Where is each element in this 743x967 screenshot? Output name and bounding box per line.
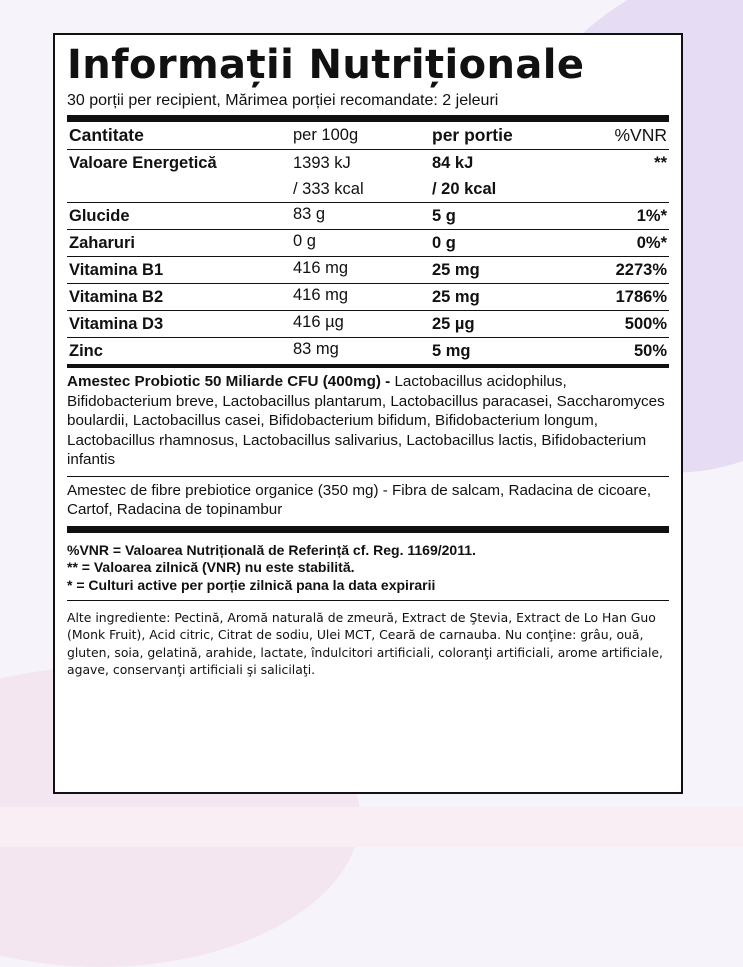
energy-vnr: ** [584, 150, 669, 203]
nutrient-vnr: 500% [584, 311, 669, 338]
nutrient-name: Zaharuri [67, 230, 291, 257]
table-row-energy [67, 150, 669, 203]
column-header-vnr: %VNR [614, 125, 667, 145]
probiotic-blend [67, 368, 669, 476]
nutrient-per100: 0 g [291, 230, 430, 257]
nutrient-vnr: 1786% [584, 284, 669, 311]
nutrient-per100: 416 µg [291, 311, 430, 338]
nutrient-portion: 25 mg [430, 284, 584, 311]
table-header-row [67, 122, 669, 150]
table-row-vitamin-b1 [67, 257, 669, 284]
nutrient-per100: 83 g [291, 203, 430, 230]
table-row-zinc [67, 338, 669, 365]
footnote-vnr: %VNR = Valoarea Nutrițională de Referință cf. Reg. 1169/2011. [67, 541, 476, 558]
nutrient-name: Vitamina B1 [67, 257, 291, 284]
column-header-per100g: per 100g [293, 126, 359, 144]
nutrient-per100: 416 mg [291, 257, 430, 284]
footnote-double-star: ** = Valoarea zilnică (VNR) nu este stabilită. [67, 559, 355, 575]
label-subtitle: 30 porții per recipient, Mărimea porției recomandate: 2 jeleuri [67, 92, 499, 109]
nutrition-table [67, 122, 669, 364]
nutrition-label [53, 33, 683, 794]
probiotic-heading: Amestec Probiotic 50 Miliarde CFU (400mg) - [67, 373, 391, 390]
divider-thick [67, 526, 669, 533]
nutrient-name: Vitamina D3 [67, 311, 291, 338]
probiotic-text: Lactobacillus acidophilus, Bifidobacterium breve, Lactobacillus plantarum, Lactobacillus paracasei, Saccharomyces boulardii, Lactobacillus casei, Bifidobacterium bifidum, Bifidobacterium longum, Lactobacillus rhamnosus, Lactobacillus salivarius, Lactobacillus lactis, Bifidobacterium infantis [67, 373, 665, 468]
nutrient-vnr: 2273% [584, 257, 669, 284]
nutrient-name: Zinc [67, 338, 291, 365]
footnotes [67, 533, 669, 601]
nutrient-portion: 0 g [430, 230, 584, 257]
footnote-star: * = Culturi active per porție zilnică pana la data expirarii [67, 576, 436, 593]
nutrient-portion: 25 µg [430, 311, 584, 338]
nutrient-per100: 83 mg [291, 338, 430, 365]
nutrient-portion: 5 g [430, 203, 584, 230]
table-row-vitamin-b2 [67, 284, 669, 311]
nutrient-portion: 25 mg [430, 257, 584, 284]
column-header-quantity: Cantitate [69, 125, 144, 145]
table-row-glucide [67, 203, 669, 230]
nutrient-name: Valoare Energetică [67, 150, 291, 203]
fiber-blend: Amestec de fibre prebiotice organice (350 mg) - Fibra de salcam, Radacina de cicoare, Cartof, Radacina de topinambur [67, 481, 652, 518]
table-row-zaharuri [67, 230, 669, 257]
nutrient-vnr: 1%* [584, 203, 669, 230]
energy-portion-kj: 84 kJ [432, 154, 474, 172]
label-title: Informații Nutriționale [67, 42, 585, 88]
nutrient-name: Glucide [67, 203, 291, 230]
column-header-per-portion: per portie [432, 125, 513, 145]
energy-portion-kcal: / 20 kcal [432, 180, 497, 198]
energy-per100 [291, 150, 430, 203]
energy-per100-kj: 1393 kJ [293, 154, 351, 172]
nutrient-portion: 5 mg [430, 338, 584, 365]
nutrient-name: Vitamina B2 [67, 284, 291, 311]
nutrient-per100: 416 mg [291, 284, 430, 311]
background-band [0, 807, 743, 847]
table-row-vitamin-d3 [67, 311, 669, 338]
energy-per100-kcal: / 333 kcal [293, 180, 364, 198]
nutrient-vnr: 0%* [584, 230, 669, 257]
other-ingredients: Alte ingrediente: Pectină, Aromă naturală de zmeură, Extract de Ştevia, Extract de Lo Han Guo (Monk Fruit), Acid citric, Citrat de sodiu, Ulei MCT, Ceară de carnauba. Nu conţine: grâu, ouă, gluten, soia, gelatină, arahide, lactate, îndulcitori artificiali, coloranţi artificiali, arome artificiale, agave, conservanţi artificiali şi salicilaţi. [67, 610, 663, 677]
energy-portion [430, 150, 584, 203]
divider-thick [67, 115, 669, 122]
nutrient-vnr: 50% [584, 338, 669, 365]
